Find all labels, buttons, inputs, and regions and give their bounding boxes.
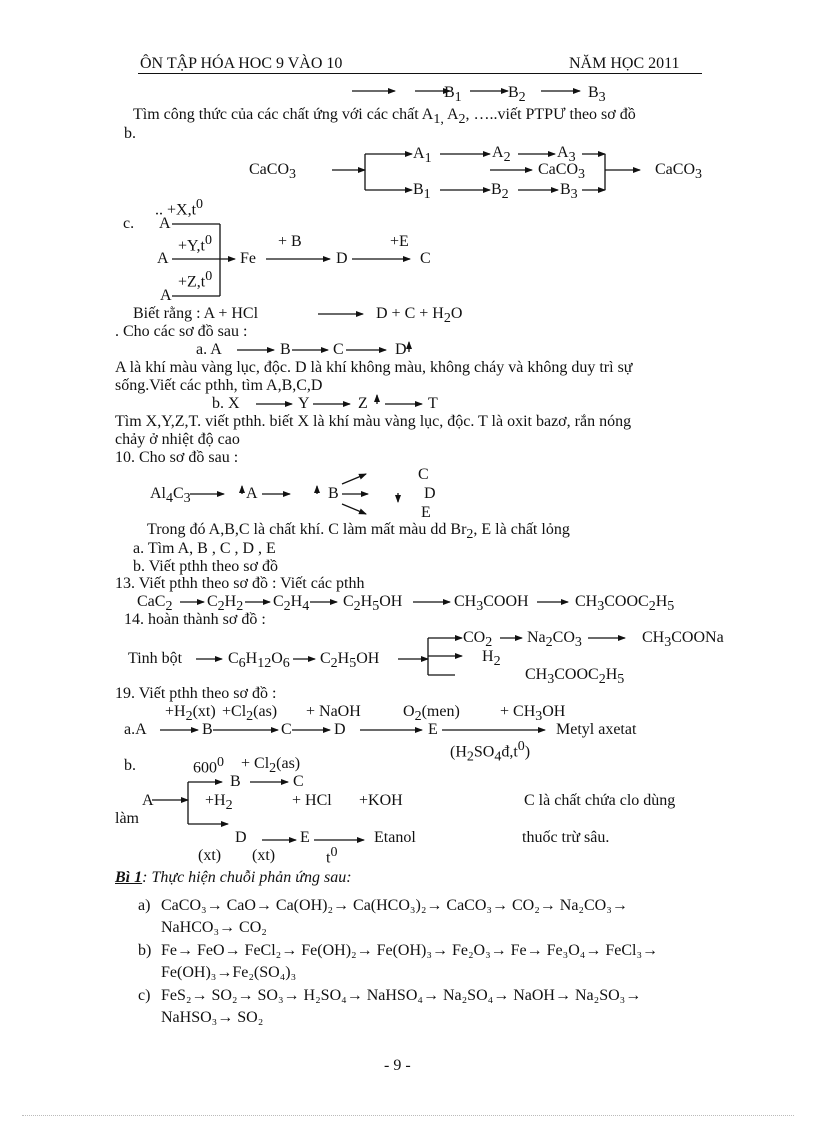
arrow: [342, 504, 366, 514]
q19-h2: $+H_2$: [205, 792, 233, 814]
top-b2: $B_2$: [508, 84, 526, 106]
part-b-label: b.: [124, 125, 136, 142]
scheme-a-d: D: [395, 341, 407, 358]
a1: $A_1$: [413, 145, 432, 167]
q19-cond-cl2: $+Cl_2(as)$: [222, 703, 278, 725]
q13-c2h4: $C_2H_4$: [273, 593, 310, 615]
q19-600: $600^0$: [193, 755, 224, 777]
q19-cond-ch3oh: + $CH_3OH$: [500, 703, 566, 725]
q19-xt1: (xt): [198, 847, 222, 864]
q10-desc: Trong đó A,B,C là chất khí. C làm mất màu dd $Br_2$, E là chất lỏng: [147, 521, 570, 543]
c-a-top: A: [159, 215, 171, 232]
scheme-a-c: C: [333, 341, 344, 358]
bai1-b-line1: Fe→ FeO→ FeCl₂→ Fe(OH)₂→ Fe(OH)₃→ Fe₂O₃→ Fe→ Fe₃O₄→ FeCl₃→: [161, 942, 659, 959]
instruction-line: Tìm công thức của các chất ứng với các chất $A_{1,}$ $A_2$, …..viết PTPƯ theo sơ đồ: [133, 106, 636, 128]
cond-z: $+Z,t^0$: [178, 269, 213, 291]
scheme-b-desc1: Tìm X,Y,Z,T. viết pthh. biết X là khí màu vàng lục, độc. T là oxit bazơ, rắn nóng: [115, 413, 632, 430]
a3: $A_3$: [557, 144, 576, 166]
q19-ba: A: [142, 792, 154, 809]
b3: $B_3$: [560, 181, 578, 203]
q14-ch3coona: $CH_3COONa$: [642, 629, 724, 651]
scheme-b-y: Y: [298, 395, 310, 412]
q19-lam: làm: [115, 810, 139, 827]
bai1-a-line1: CaCO₃→ CaO→ Ca(OH)₂→ Ca(HCO₃)₂→ CaCO₃→ CO₂→ Na₂CO₃→: [161, 897, 628, 914]
bai1-c-line1: FeS₂→ SO₂→ SO₃→ H₂SO₄→ NaHSO₄→ Na₂SO₄→ NaOH→ Na₂SO₃→: [161, 987, 642, 1004]
bai1-heading: Bì 1: Thực hiện chuỗi phản ứng sau:: [115, 869, 352, 886]
q19-cond-naoh: + NaOH: [306, 703, 361, 720]
q19-bd: D: [235, 829, 247, 846]
q19-product: Metyl axetat: [556, 721, 637, 738]
scheme-b-z: Z: [358, 395, 368, 412]
page-number: - 9 -: [384, 1057, 411, 1074]
known-products: $D + C + H_2O$: [376, 305, 463, 327]
q10-item-b: b. Viết pthh theo sơ đồ: [133, 558, 278, 575]
q19-bc: C: [293, 773, 304, 790]
top-b1: $B_1$: [444, 84, 462, 106]
part-c-label: c.: [123, 215, 135, 232]
q19-be: E: [300, 829, 310, 846]
known-reaction: Biết rằng : A + HCl: [133, 305, 259, 322]
q19-b: B: [202, 721, 213, 738]
q19-note2: thuốc trừ sâu.: [522, 829, 610, 846]
header-year: NĂM HỌC 2011: [569, 55, 680, 72]
scheme-a-b: B: [280, 341, 291, 358]
c-d: D: [336, 250, 348, 267]
q10-item-a: a. Tìm A, B , C , D , E: [133, 540, 276, 557]
q19-cl2-as: + $Cl_2(as)$: [241, 755, 301, 777]
plus-b: + B: [278, 233, 302, 250]
q19-catalyst: $(H_2SO_4đ,t^0)$: [450, 739, 531, 765]
caco3-mid: CaCO$_3$: [538, 161, 585, 183]
header-title: ÔN TẬP HÓA HOC 9 VÀO 10: [140, 55, 343, 72]
scheme-a-desc1: A là khí màu vàng lục, độc. D là khí không màu, không cháy và không duy trì sự: [115, 359, 633, 376]
q19-t0: $t^0$: [326, 845, 338, 867]
q19-title: 19. Viết pthh theo sơ đồ :: [115, 685, 277, 702]
q14-ethanol: $C_2H_5OH$: [320, 650, 380, 672]
scheme-b-desc2: chảy ở nhiệt độ cao: [115, 431, 240, 448]
q14-title: 14. hoàn thành sơ đồ :: [124, 611, 266, 628]
bai1-a-line2: NaHCO₃→ CO₂: [161, 919, 267, 936]
q10-c: C: [418, 466, 429, 483]
scheme-a-a: a. A: [196, 341, 222, 358]
q10-b: B: [328, 485, 339, 502]
q19-etanol: Etanol: [374, 829, 416, 846]
a2: $A_2$: [492, 144, 511, 166]
q19-a-label: a.A: [124, 721, 147, 738]
q10-al4c3: $Al_4C_3$: [150, 485, 191, 507]
q10-title: 10. Cho sơ đồ sau :: [115, 449, 239, 466]
top-b3: $B_3$: [588, 84, 606, 106]
bai1-b-line2: Fe(OH)₃→Fe₂(SO₄)₃: [161, 964, 297, 981]
q19-koh: +KOH: [359, 792, 403, 809]
plus-e: +E: [390, 233, 409, 250]
scheme-a-desc2: sống.Viết các pthh, tìm A,B,C,D: [115, 377, 323, 394]
scheme-b-t: T: [428, 395, 438, 412]
arrow: [342, 474, 366, 484]
q13-cac2: CaC$_2$: [137, 593, 173, 615]
q19-cond-o2: $O_2(men)$: [403, 703, 460, 725]
q19-cond-h2: $+H_2(xt)$: [165, 703, 216, 725]
b1: $B_1$: [413, 181, 431, 203]
scheme-b-x: b. X: [212, 395, 240, 412]
q10-e: E: [421, 504, 431, 521]
b2: $B_2$: [491, 181, 509, 203]
c-c: C: [420, 250, 431, 267]
c-fe: Fe: [240, 250, 256, 267]
q10-a: A: [246, 485, 258, 502]
q13-c2h5oh: $C_2H_5OH$: [343, 593, 403, 615]
bai1-c-label: c): [138, 987, 151, 1004]
q14-glucose: $C_6H_{12}O_6$: [228, 650, 290, 672]
q13-title: 13. Viết pthh theo sơ đồ : Viết các pthh: [115, 575, 365, 592]
c-a-mid: A: [157, 250, 169, 267]
caco3-end: CaCO$_3$: [655, 161, 702, 183]
bai1-c-line2: NaHSO₃→ SO₂: [161, 1009, 264, 1026]
q19-bb: B: [230, 773, 241, 790]
cond-y: $+Y,t^0$: [178, 233, 212, 255]
c-a-bottom: A: [160, 287, 172, 304]
q19-b-label: b.: [124, 757, 136, 774]
q19-e: E: [428, 721, 438, 738]
caco3-start: CaCO$_3$: [249, 161, 296, 183]
q19-note1: C là chất chứa clo dùng: [524, 792, 676, 809]
q19-d: D: [334, 721, 346, 738]
q14-tinh-bot: Tinh bột: [128, 650, 183, 667]
bai1-b-label: b): [138, 942, 152, 959]
q14-co2: $CO_2$: [463, 629, 493, 651]
cond-x: .. $+X,t^0$: [155, 197, 204, 219]
q19-c: C: [281, 721, 292, 738]
q14-h2: $H_2$: [482, 648, 501, 670]
schemes-intro: . Cho các sơ đồ sau :: [115, 323, 248, 340]
bai1-a-label: a): [138, 897, 151, 914]
q19-hcl: + HCl: [292, 792, 332, 809]
bottom-divider: [22, 1115, 794, 1116]
q14-ester: $CH_3COOC_2H_5$: [525, 666, 625, 688]
q13-ch3cooh: $CH_3COOH$: [454, 593, 529, 615]
q14-na2co3: $Na_2CO_3$: [527, 629, 582, 651]
q13-ester: $CH_3COOC_2H_5$: [575, 593, 675, 615]
q19-xt2: (xt): [252, 847, 276, 864]
q10-d: D: [424, 485, 436, 502]
q13-c2h2: $C_2H_2$: [207, 593, 244, 615]
